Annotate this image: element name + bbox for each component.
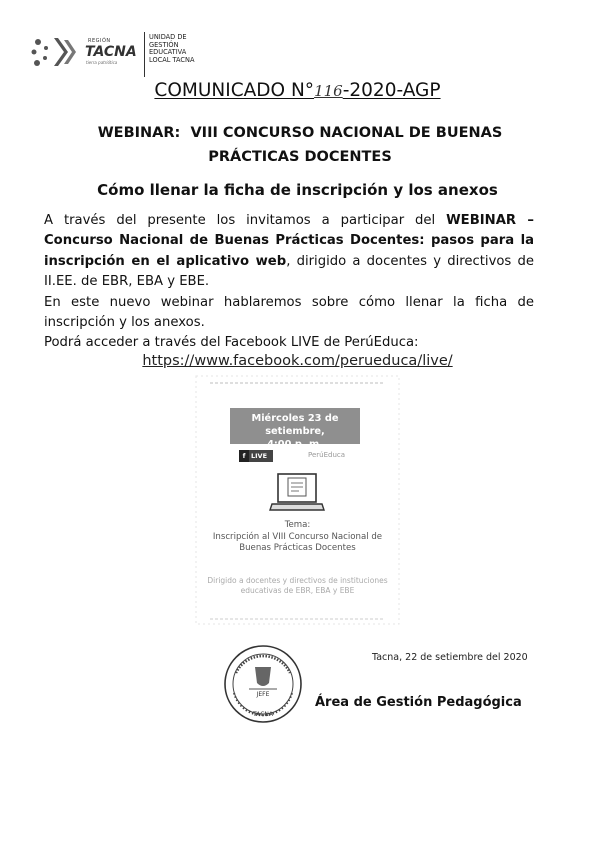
- region-tagline: tierra patriótica: [86, 60, 118, 65]
- unit-line: EDUCATIVA: [149, 48, 187, 57]
- laptop-icon: [268, 470, 326, 514]
- comunicado-suffix: -2020-AGP: [342, 80, 441, 101]
- facebook-live-link[interactable]: https://www.facebook.com/perueduca/live/: [142, 353, 453, 369]
- official-seal-stamp: [222, 643, 304, 725]
- webinar-title: [60, 121, 540, 169]
- logo-divider: [144, 32, 145, 77]
- unit-line: LOCAL TACNA: [149, 55, 195, 64]
- webinar-subtitle: Cómo llenar la ficha de inscripción y los anexos: [97, 181, 498, 199]
- poster-topic: [200, 520, 395, 555]
- event-date: Miércoles 23 de setiembre,: [251, 413, 339, 437]
- webinar-title-line: PRÁCTICAS DOCENTES: [208, 149, 392, 165]
- stamp-bottom-text: TACNA: [253, 711, 273, 718]
- paragraph-invitation: [44, 211, 534, 293]
- invitation-intro: A través del presente los invitamos a participar del: [44, 213, 447, 228]
- facebook-live-link-row: [0, 353, 595, 369]
- live-label: LIVE: [251, 452, 268, 460]
- region-label: REGIÓN: [88, 38, 111, 44]
- poster-audience: Dirigido a docentes y directivos de instituciones educativas de EBR, EBA y EBE: [207, 576, 388, 595]
- stamp-center-text: JEFE: [256, 691, 270, 698]
- paragraph-topic: En este nuevo webinar hablaremos sobre cómo llenar la ficha de inscripción y los anexos.: [44, 294, 534, 331]
- facebook-live-badge: [239, 450, 273, 462]
- comunicado-label: COMUNICADO N°: [154, 80, 315, 101]
- paragraph-access: Podrá acceder a través del Facebook LIVE de PerúEduca:: [44, 335, 419, 351]
- topic-label: Tema:: [284, 520, 311, 530]
- region-name: TACNA: [85, 44, 137, 60]
- webinar-title-line: WEBINAR: VIII CONCURSO NACIONAL DE BUENAS: [97, 125, 503, 141]
- facebook-icon: f: [239, 450, 249, 462]
- unit-line: GESTIÓN: [149, 40, 179, 49]
- event-time: 4:00 p. m.: [267, 439, 323, 450]
- body-text: [44, 211, 534, 354]
- comunicado-number: 116: [314, 82, 343, 100]
- topic-text: Inscripción al VIII Concurso Nacional de Buenas Prácticas Docentes: [212, 531, 383, 553]
- ugel-unit-name: [149, 34, 194, 64]
- comunicado-title: [0, 80, 595, 101]
- unit-line: UNIDAD DE: [149, 33, 187, 41]
- event-date-badge: [230, 408, 360, 450]
- invitation-audience: , dirigido a docentes y directivos de II.EE. de EBR, EBA y EBE.: [44, 253, 534, 290]
- perueduca-brand: PerúEduca: [308, 451, 346, 459]
- signing-area: Área de Gestión Pedagógica: [315, 695, 522, 710]
- place-and-date: Tacna, 22 de setiembre del 2020: [372, 652, 528, 663]
- invitation-event: WEBINAR – Concurso Nacional de Buenas Prácticas Docentes: pasos para la inscripción en el aplicativo web: [44, 213, 534, 269]
